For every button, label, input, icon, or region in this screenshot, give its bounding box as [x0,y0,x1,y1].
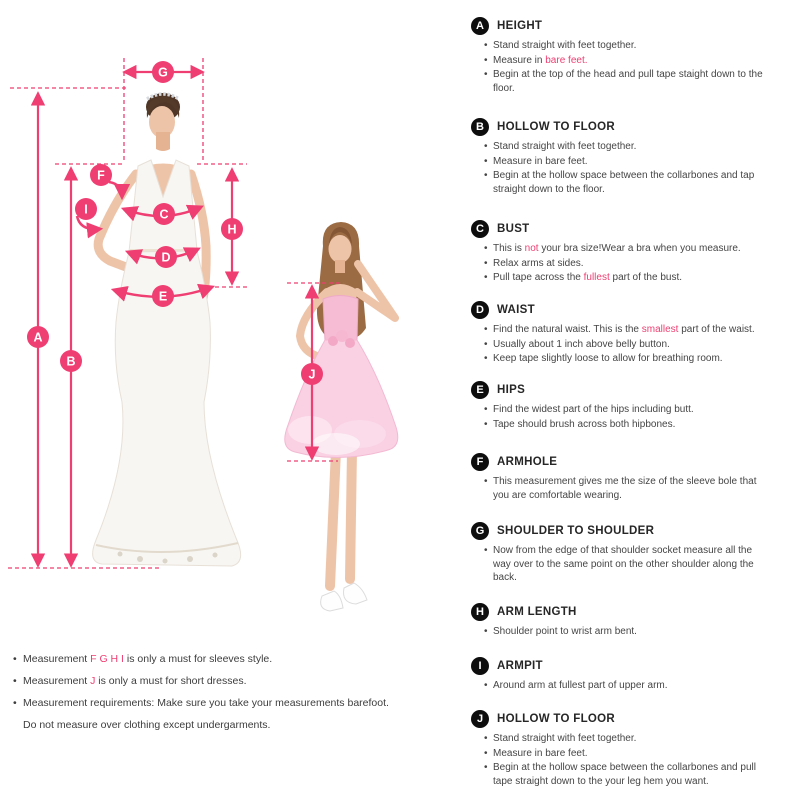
bullet-item [484,323,771,337]
text-segment: part of the waist. [678,324,755,335]
bullet-list [471,403,771,431]
bullet-text [493,323,771,337]
model-left-shoe [321,591,343,611]
bullet-item [484,242,771,256]
text-segment: This is [493,243,525,254]
text-segment: Find the natural waist. This is the [493,324,642,335]
bullet-text [493,39,771,53]
measurement-section-d [471,300,771,366]
bullet-text [493,257,771,271]
bullet-dot: • [484,338,488,350]
measurement-section-f [471,452,771,502]
section-title: BUST [497,222,530,235]
bullet-item [484,418,771,432]
text-segment: Stand straight with feet together. [493,141,637,152]
svg-text:D: D [161,250,171,265]
marker-h [221,218,243,240]
text-segment: Do not measure over clothing except undergarments. [23,719,271,731]
bullet-item [484,475,771,502]
section-title: HIPS [497,383,526,396]
svg-text:B: B [66,354,76,369]
svg-text:F: F [97,168,105,183]
bullet-text [493,418,771,432]
highlighted-text: fullest [583,272,610,283]
notes [13,652,451,740]
bullet-text [493,155,771,169]
bullet-list [471,323,771,366]
section-title: ARMPIT [497,659,543,672]
highlighted-text: F G H I [90,653,124,665]
text-segment: your bra size!Wear a bra when you measure. [538,243,741,254]
bullet-item [484,544,771,585]
bullet-list [471,544,771,585]
text-segment: Usually about 1 inch above belly button. [493,338,670,350]
note-text [23,696,389,710]
bullet-dot: • [484,170,488,181]
letter-badge: G [471,522,489,540]
marker-b [60,350,82,372]
bullet-text [493,544,771,585]
bullet-item [484,403,771,417]
text-segment: This measurement gives me the size of the sleeve bole that you are comfortable wearing. [493,476,757,501]
bullet-text [493,338,771,352]
section-header [471,380,771,399]
section-header [471,656,771,675]
bullet-dot: • [484,257,488,269]
bullet-item [484,140,771,154]
bullet-text [493,475,771,502]
bullet-text [493,140,771,154]
bullet-list [471,732,771,788]
note-text [23,652,272,666]
bullet-dot: • [484,141,488,152]
text-segment: Pull tape across the [493,272,584,283]
text-segment: Around arm at fullest part of upper arm. [493,680,668,691]
bullet-item [484,732,771,746]
text-segment: Begin at the top of the head and pull tape staight down to the floor. [493,69,763,94]
bullet-dot: • [484,545,488,556]
marker-j [301,363,323,385]
section-header [471,117,771,136]
section-header [471,602,771,621]
text-segment: Measurement requirements: Make sure you take your measurements barefoot. [23,697,389,709]
bullet-item [484,352,771,366]
section-header [471,521,771,540]
text-segment: Measure in [493,54,546,66]
note-item [13,696,451,710]
bullet-text [493,761,771,788]
measurement-section-b [471,117,771,196]
measurement-diagram [0,0,470,650]
bullet-list [471,242,771,285]
bullet-dot: • [13,697,17,709]
section-title: SHOULDER TO SHOULDER [497,524,655,537]
bullet-dot: • [484,476,488,487]
text-segment: Stand straight with feet together. [493,733,637,744]
text-segment: Measurement [23,653,91,665]
bullet-dot: • [484,155,488,167]
model-neck [335,260,345,273]
text-segment: Measure in bare feet. [493,155,588,167]
section-header [471,300,771,319]
bullet-dot: • [484,680,488,691]
bullet-dot: • [484,762,488,773]
note-item [13,718,451,732]
bullet-dot: • [484,324,488,335]
bullet-item [484,39,771,53]
bullet-dot: • [484,54,488,66]
highlighted-text: not [524,243,539,254]
marker-e [152,285,174,307]
text-segment: Measurement [23,675,91,687]
text-segment: Shoulder point to wrist arm bent. [493,626,637,637]
bullet-item [484,155,771,169]
bullet-text [493,747,771,761]
highlighted-text: smallest [641,324,679,335]
section-title: HOLLOW TO FLOOR [497,712,615,725]
bullet-item [484,338,771,352]
short-dress-figure [285,222,398,611]
bullet-dot: • [484,272,488,283]
section-title: ARM LENGTH [497,605,577,618]
bullet-dot: • [484,353,488,364]
dress-flower [345,338,355,348]
note-item [13,674,451,688]
bullet-dot: • [484,626,488,637]
text-segment: Find the widest part of the hips including butt. [493,404,694,415]
section-header [471,452,771,471]
text-segment: Tape should brush across both hipbones. [493,418,676,430]
bullet-item [484,68,771,95]
text-segment: is only a must for sleeves style. [123,653,273,665]
bullet-list [471,39,771,95]
highlighted-text: bare feet. [545,54,588,66]
model-left-leg [330,450,336,586]
section-header [471,709,771,728]
marker-i [75,198,97,220]
note-item [13,652,451,666]
bullet-dot: • [484,404,488,415]
text-segment: is only a must for short dresses. [95,675,247,687]
bullet-text [493,242,771,256]
bullet-dot: • [484,418,488,430]
highlighted-text: J [90,675,96,687]
bullet-list [471,475,771,502]
bullet-text [493,169,771,196]
bride-neck [156,132,170,151]
bullet-dot: • [13,653,17,665]
bullet-dot: • [484,747,488,759]
text-segment: Measure in bare feet. [493,747,588,759]
marker-c [153,203,175,225]
section-title: ARMHOLE [497,455,558,468]
svg-text:C: C [159,207,169,222]
skirt-ruffle [312,433,360,455]
bullet-item [484,257,771,271]
bullet-list [471,679,771,693]
text-segment: Begin at the hollow space between the collarbones and tap straight down to the floor. [493,170,755,195]
section-title: WAIST [497,303,535,316]
measurement-section-h [471,602,771,639]
bullet-text [493,352,771,366]
text-segment: Keep tape slightly loose to allow for breathing room. [493,353,723,364]
note-text [23,674,247,688]
bullet-text [493,732,771,746]
measurement-section-c [471,219,771,285]
letter-badge: H [471,603,489,621]
bullet-dot: • [13,675,17,687]
bullet-list [471,140,771,196]
model-face [329,235,352,263]
bullet-text [493,68,771,95]
letter-badge: D [471,301,489,319]
measurement-section-g [471,521,771,585]
section-title: HOLLOW TO FLOOR [497,120,615,133]
bullet-dot: • [484,40,488,51]
bullet-item [484,747,771,761]
measurement-section-a [471,16,771,95]
letter-badge: E [471,381,489,399]
bullet-item [484,169,771,196]
bullet-text [493,625,771,639]
bullet-dot: • [484,243,488,254]
model-right-shoe [344,583,368,604]
svg-text:I: I [84,202,88,217]
marker-f [90,164,112,186]
section-header [471,16,771,35]
measurement-section-j [471,709,771,788]
letter-badge: A [471,17,489,35]
bullet-text [493,271,771,285]
text-segment: Begin at the hollow space between the collarbones and pull tape straight down to the your leg hem you want. [493,762,756,787]
section-title: HEIGHT [497,19,543,32]
bullet-text [493,54,771,68]
letter-badge: B [471,118,489,136]
model-right-leg [350,450,352,579]
bullet-dot: • [484,69,488,80]
measurement-section-i [471,656,771,693]
bullet-item [484,271,771,285]
svg-text:H: H [227,222,237,237]
bullet-item [484,54,771,68]
marker-a [27,326,49,348]
text-segment: Relax arms at sides. [493,257,584,269]
letter-badge: J [471,710,489,728]
bullet-item [484,625,771,639]
letter-badge: I [471,657,489,675]
letter-badge: C [471,220,489,238]
bullet-item [484,679,771,693]
text-segment: Stand straight with feet together. [493,40,637,51]
bullet-list [471,625,771,639]
marker-d [155,246,177,268]
svg-text:G: G [158,65,168,80]
section-header [471,219,771,238]
text-segment: part of the bust. [609,272,682,283]
svg-text:A: A [33,330,43,345]
bullet-dot: • [484,733,488,744]
svg-text:E: E [158,289,168,304]
note-text [23,718,270,732]
bullet-text [493,679,771,693]
measurement-section-e [471,380,771,431]
text-segment: Now from the edge of that shoulder socket measure all the way over to the same point on the other shoulder along the back. [493,545,754,583]
letter-badge: F [471,453,489,471]
marker-g [152,61,174,83]
bullet-item [484,761,771,788]
svg-text:J: J [308,367,316,382]
bullet-text [493,403,771,417]
